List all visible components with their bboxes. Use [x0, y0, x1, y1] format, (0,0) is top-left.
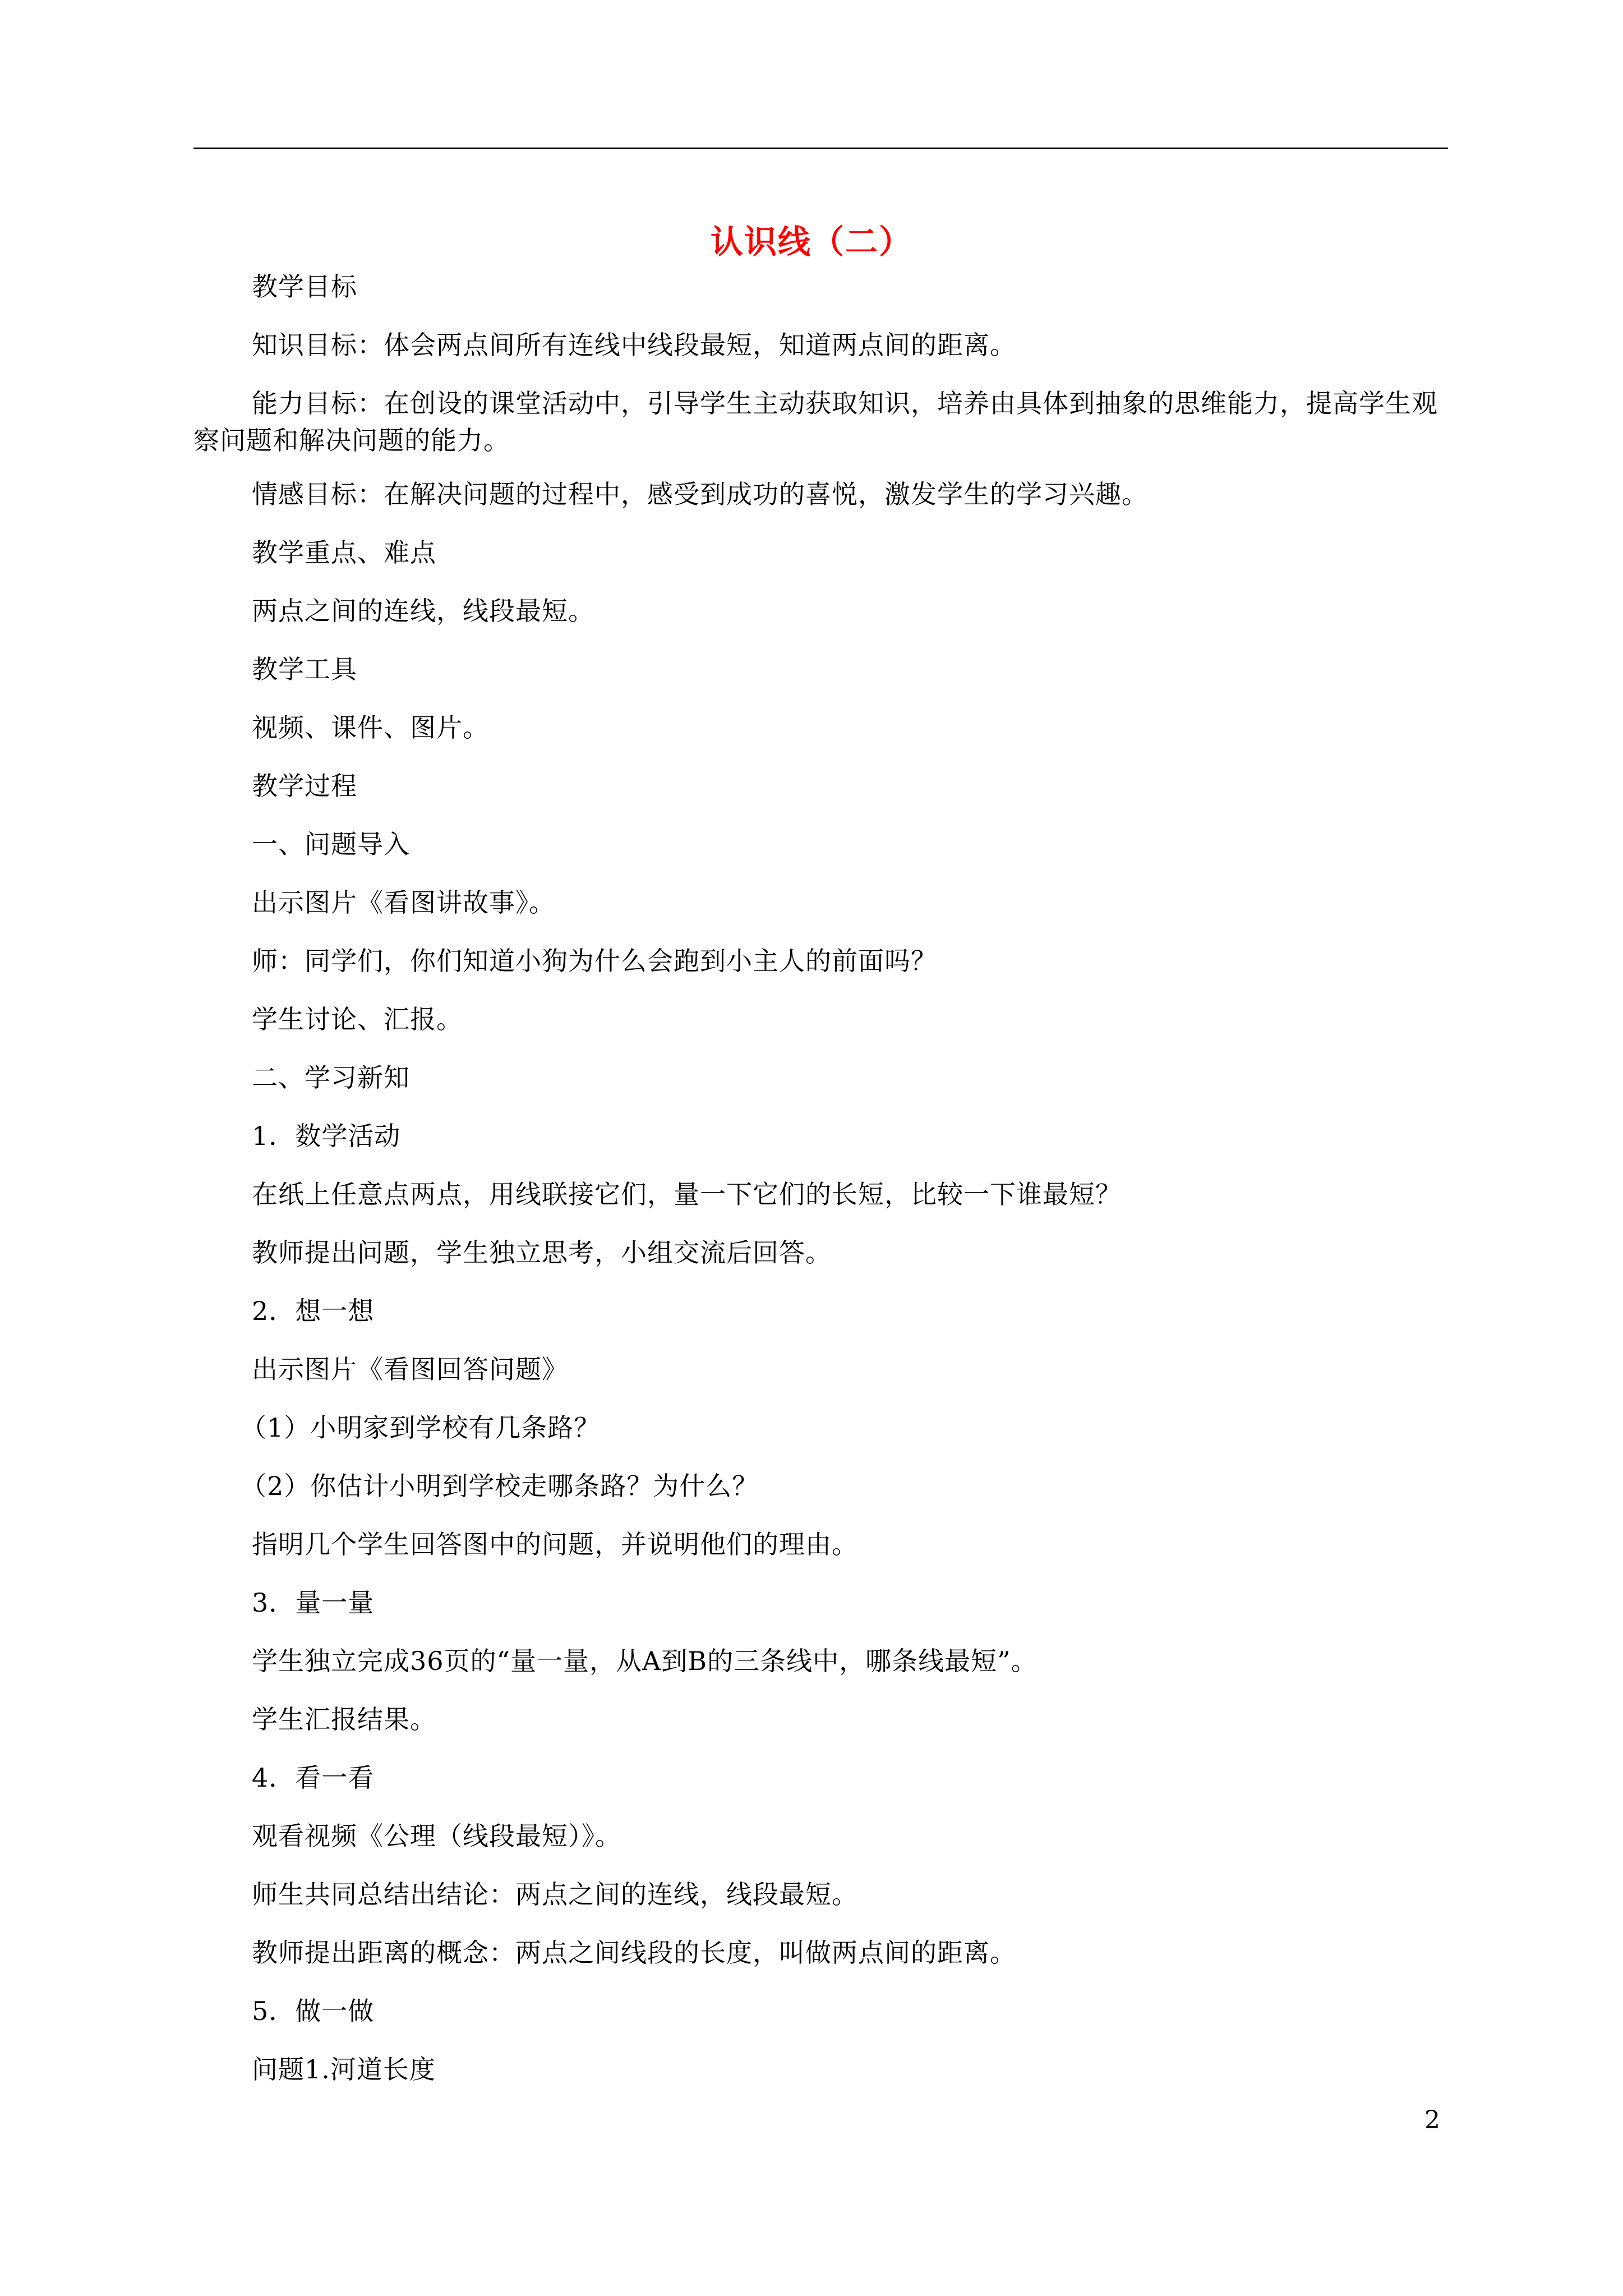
document-body: [193, 268, 1448, 2109]
process-paragraph: 师生共同总结出结论：两点之间的连线，线段最短。: [252, 1879, 858, 1910]
knowledge-goal: 知识目标：体会两点间所有连线中线段最短，知道两点间的距离。: [252, 330, 1016, 360]
process-paragraph: 学生汇报结果。: [252, 1704, 436, 1734]
process-paragraph: 师：同学们，你们知道小狗为什么会跑到小主人的前面吗？: [252, 946, 937, 976]
heading-teaching-tools: 教学工具: [252, 654, 357, 684]
heading-key-points: 教学重点、难点: [252, 537, 436, 568]
subsection-measure: 3．量一量: [252, 1588, 375, 1618]
key-point-text: 两点之间的连线，线段最短。: [252, 596, 594, 626]
subsection-watch: 4．看一看: [252, 1763, 375, 1793]
heading-teaching-goals: 教学目标: [252, 272, 357, 302]
subsection-practice: 5．做一做: [252, 1996, 375, 2026]
process-paragraph: 观看视频《公理（线段最短）》。: [252, 1821, 621, 1851]
process-paragraph: 教师提出距离的概念：两点之间线段的长度，叫做两点间的距离。: [252, 1938, 1016, 1968]
heading-teaching-process: 教学过程: [252, 771, 357, 801]
subsection-math-activity: 1．数学活动: [252, 1121, 401, 1151]
process-paragraph: 问题1.河道长度: [252, 2054, 436, 2085]
question-item: （2）你估计小明到学校走哪条路？为什么？: [241, 1471, 759, 1501]
process-paragraph: 教师提出问题，学生独立思考，小组交流后回答。: [252, 1237, 832, 1268]
document-title: 认识线（二）: [710, 222, 912, 261]
section-problem-intro: 一、问题导入: [252, 829, 410, 859]
teaching-tools-text: 视频、课件、图片。: [252, 712, 489, 743]
section-new-knowledge: 二、学习新知: [252, 1062, 410, 1093]
page-number: 2: [1424, 2106, 1440, 2134]
process-paragraph: 学生独立完成36页的“量一量，从A到B的三条线中，哪条线最短”。: [252, 1646, 1038, 1676]
subsection-think: 2．想一想: [252, 1296, 375, 1326]
emotion-goal: 情感目标：在解决问题的过程中，感受到成功的喜悦，激发学生的学习兴趣。: [252, 479, 1148, 509]
process-paragraph: 出示图片《看图讲故事》。: [252, 887, 555, 918]
process-paragraph: 在纸上任意点两点，用线联接它们，量一下它们的长短，比较一下谁最短？: [252, 1179, 1122, 1209]
process-paragraph: 学生讨论、汇报。: [252, 1004, 463, 1034]
process-paragraph: 指明几个学生回答图中的问题，并说明他们的理由。: [252, 1529, 858, 1559]
process-paragraph: 出示图片《看图回答问题》: [252, 1354, 568, 1384]
ability-goal: 能力目标：在创设的课堂活动中，引导学生主动获取知识，培养由具体到抽象的思维能力，提高学生观察问题和解决问题的能力。: [193, 388, 1438, 455]
question-item: （1）小明家到学校有几条路？: [241, 1412, 601, 1443]
header-rule: [193, 148, 1448, 149]
